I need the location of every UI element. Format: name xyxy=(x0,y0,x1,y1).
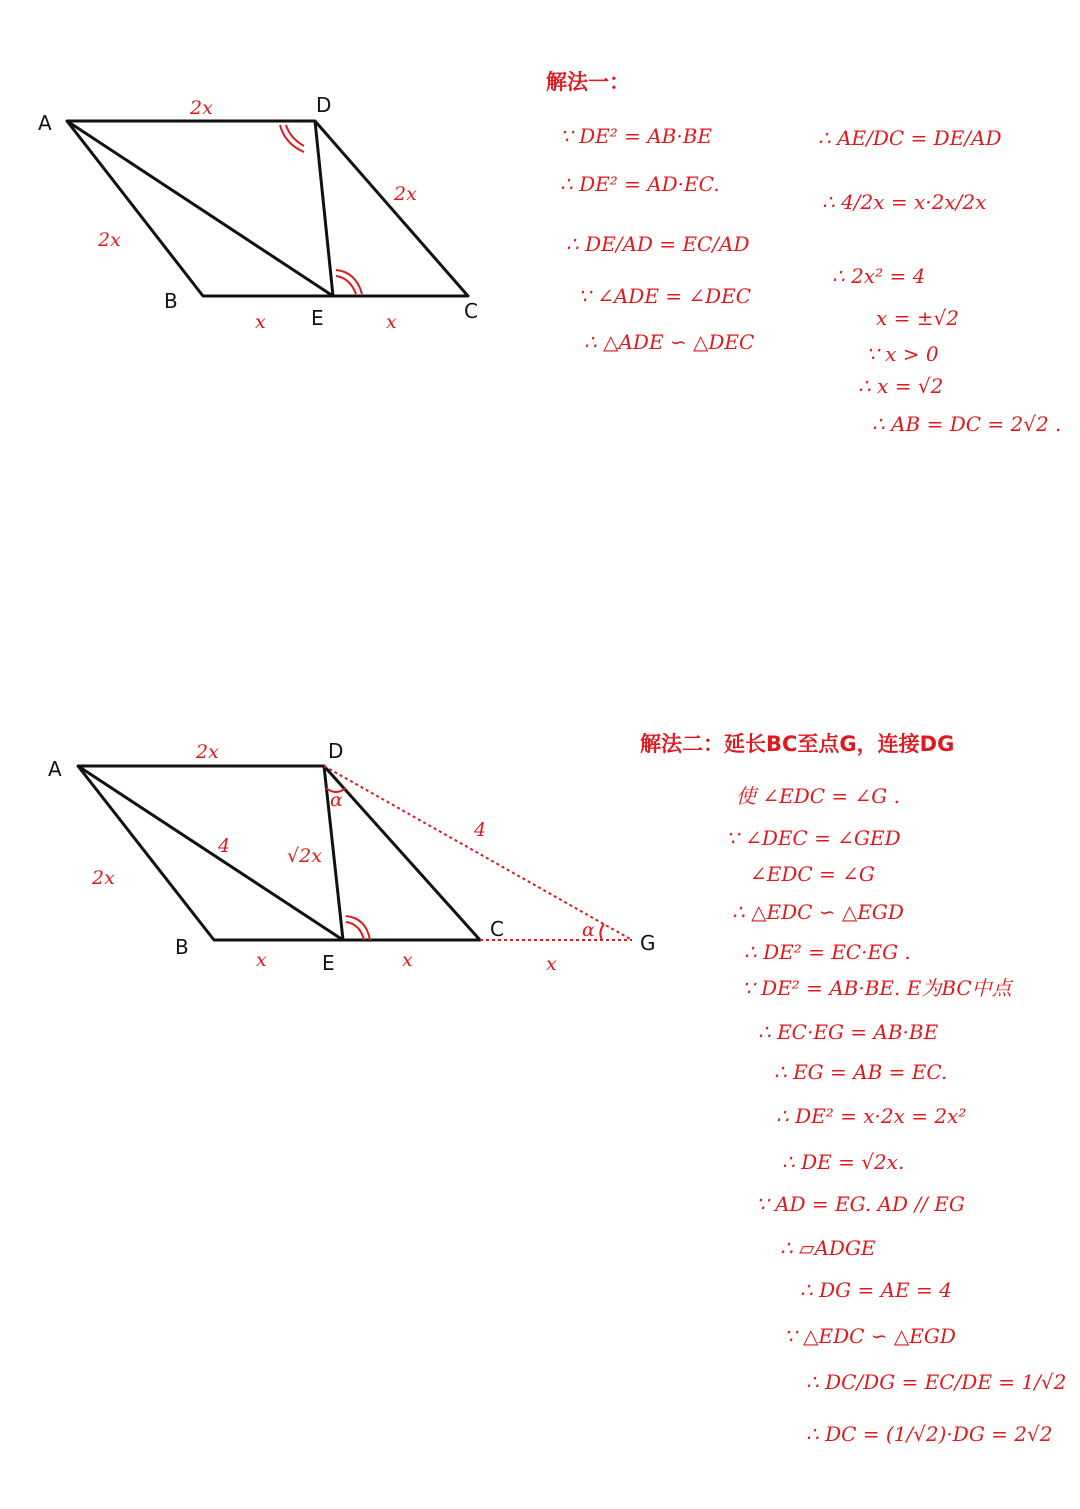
label-ec: x xyxy=(386,311,397,333)
solution-1-line: x = ±√2 xyxy=(876,306,959,330)
label-alpha-g: α xyxy=(582,919,595,941)
point-g: G xyxy=(640,931,656,955)
solution-1-line: ∴ 2x² = 4 xyxy=(832,264,926,288)
solution-2-line: ∵ △EDC ∽ △EGD xyxy=(784,1324,956,1348)
solution-2-line: ∴ DC = (1/√2)·DG = 2√2 xyxy=(806,1422,1053,1446)
solution-1-line: ∵ x > 0 xyxy=(866,342,939,366)
solution-1-line: ∵ DE² = AB·BE xyxy=(560,124,713,148)
solution-2-line: 使 ∠EDC = ∠G . xyxy=(736,784,900,808)
solution-2-line: ∴ DE² = EC·EG . xyxy=(744,940,911,964)
solution-2-line: ∵ DE² = AB·BE. E为BC中点 xyxy=(742,976,1012,1000)
label-ad: 2x xyxy=(190,97,213,119)
solution-2-line: ∴ EC·EG = AB·BE xyxy=(758,1020,939,1044)
point-d: D xyxy=(328,739,344,763)
solution-2-line: ∴ DG = AE = 4 xyxy=(800,1278,952,1302)
point-c: C xyxy=(490,917,504,941)
label-ec: x xyxy=(402,949,413,971)
label-ab: 2x xyxy=(98,229,121,251)
solution-2-line: ∴ DC/DG = EC/DE = 1/√2 xyxy=(806,1370,1067,1394)
point-a: A xyxy=(38,111,52,135)
solution-2-line: ∴ DE = √2x. xyxy=(782,1150,905,1174)
solution-1-line: ∵ ∠ADE = ∠DEC xyxy=(578,284,752,308)
solution-1-line: ∴ DE/AD = EC/AD xyxy=(566,232,750,256)
point-b: B xyxy=(175,935,189,959)
solution-2-line: ∵ ∠DEC = ∠GED xyxy=(726,826,901,850)
point-c: C xyxy=(464,299,478,323)
solution-2-line: ∴ DE² = x·2x = 2x² xyxy=(776,1104,967,1128)
label-dg: 4 xyxy=(474,819,487,841)
solution-2-line: ∴ EG = AB = EC. xyxy=(774,1060,948,1084)
point-e: E xyxy=(311,306,324,330)
point-a: A xyxy=(48,757,62,781)
point-d: D xyxy=(316,93,332,117)
label-ae: 4 xyxy=(218,835,231,857)
solution-1-line: ∴ AB = DC = 2√2 . xyxy=(872,412,1062,436)
point-b: B xyxy=(164,289,178,313)
label-dc: 2x xyxy=(394,183,417,205)
solution-1-title: 解法一： xyxy=(546,70,630,94)
solution-2-line: ∴ ▱ADGE xyxy=(780,1236,876,1260)
solution-2-line: ∵ AD = EG. AD // EG xyxy=(756,1192,965,1216)
label-ab: 2x xyxy=(92,867,115,889)
label-be: x xyxy=(255,311,266,333)
solution-2-line: ∠EDC = ∠G xyxy=(750,862,875,886)
label-de: √2x xyxy=(287,845,322,867)
solution-1-line: ∴ x = √2 xyxy=(858,374,944,398)
label-ad: 2x xyxy=(196,741,219,763)
solution-1-line: ∴ AE/DC = DE/AD xyxy=(818,126,1002,150)
solution-1-line: ∴ DE² = AD·EC. xyxy=(560,172,720,196)
point-e: E xyxy=(322,951,335,975)
label-alpha-d: α xyxy=(330,789,343,811)
solution-2-title: 解法二：延长BC至点G，连接DG xyxy=(640,732,955,756)
solution-1-line: ∴ △ADE ∽ △DEC xyxy=(584,330,755,354)
solution-2-line: ∴ △EDC ∽ △EGD xyxy=(732,900,904,924)
label-cg: x xyxy=(546,953,557,975)
solution-1-line: ∴ 4/2x = x·2x/2x xyxy=(822,190,987,214)
label-be: x xyxy=(256,949,267,971)
